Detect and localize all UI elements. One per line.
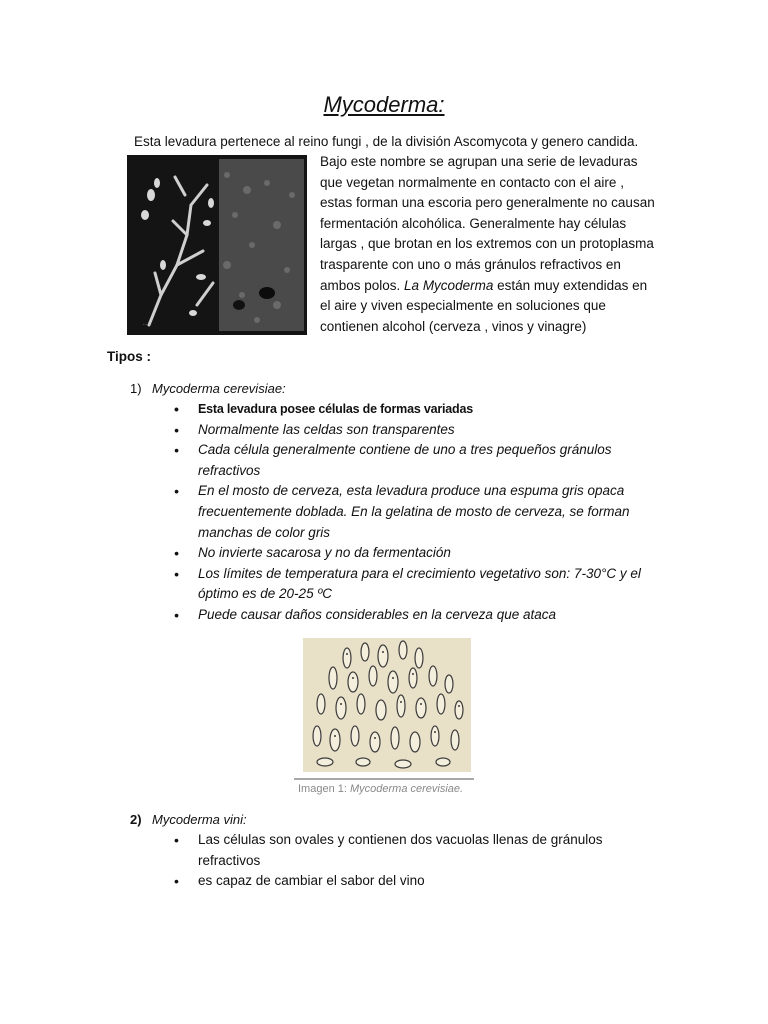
section-heading-1	[130, 381, 286, 396]
micrograph-image	[127, 155, 307, 335]
description-line: largas , que brotan en los extremos con un protoplasma	[320, 236, 654, 252]
caption-divider	[294, 778, 474, 780]
page-title: Mycoderma:	[323, 92, 445, 117]
list-item	[174, 481, 660, 543]
description-text: están muy extendidas en	[493, 277, 648, 293]
bullet-icon: •	[174, 401, 179, 417]
svg-text:...: ...	[143, 321, 148, 327]
bullet-icon: •	[174, 421, 179, 438]
list-item-text: En el mosto de cerveza, esta levadura produce una espuma gris opaca frecuentemente doblada. En la gelatina de mosto de cerveza, se forman manchas de color gris	[198, 483, 630, 540]
list-item	[174, 543, 654, 564]
yeast-drawing-image	[303, 638, 471, 772]
bullet-icon: •	[174, 832, 179, 848]
description-line: estas forman una escoria pero generalmente no causan	[320, 195, 655, 211]
description-line: trasparente con uno o más gránulos refractivos en	[320, 256, 621, 272]
bullet-list-1	[174, 399, 654, 626]
species-name: La Mycoderma	[404, 277, 494, 293]
intro-text: Esta levadura pertenece al reino fungi , de la división Ascomycota y genero candida.	[134, 134, 639, 149]
section-heading-2	[130, 812, 247, 827]
list-item	[174, 399, 654, 420]
bullet-icon: •	[174, 873, 179, 890]
list-item-text: Puede causar daños considerables en la cerveza que ataca	[198, 606, 556, 622]
section-number: 2)	[130, 812, 142, 827]
description-paragraph	[320, 152, 665, 337]
figure-caption	[298, 783, 463, 795]
list-item-text: Las células son ovales y contienen dos vacuolas llenas de gránulos refractivos	[198, 832, 603, 868]
section-name: Mycoderma vini:	[152, 812, 247, 827]
bullet-list-2	[174, 830, 614, 892]
list-item-text: Esta levadura posee células de formas variadas	[198, 402, 473, 416]
description-text: ambos polos.	[320, 277, 405, 293]
micrograph-drawing	[127, 155, 307, 335]
bullet-icon: •	[174, 483, 179, 500]
description-line: que vegetan normalmente en contacto con el aire ,	[320, 174, 624, 190]
types-heading: Tipos :	[107, 349, 152, 364]
list-item-text: Los límites de temperatura para el crecimiento vegetativo son: 7-30°C y el óptimo es de 20-25 ºC	[198, 565, 641, 602]
bullet-icon: •	[174, 545, 179, 562]
bullet-icon: •	[174, 565, 179, 582]
list-item	[174, 871, 614, 892]
description-line: Bajo este nombre se agrupan una serie de levaduras	[320, 154, 638, 169]
bullet-icon: •	[174, 442, 179, 459]
bullet-icon: •	[174, 606, 179, 623]
list-item-text: Cada célula generalmente contiene de uno a tres pequeños gránulos refractivos	[198, 442, 612, 478]
description-line: contienen alcohol (cerveza , vinos y vinagre)	[320, 318, 587, 334]
list-item-text: es capaz de cambiar el sabor del vino	[198, 873, 425, 889]
caption-species: Mycoderma cerevisiae.	[349, 783, 464, 795]
section-number: 1)	[130, 381, 142, 396]
list-item	[174, 564, 674, 605]
list-item	[174, 440, 628, 481]
description-line: el aire y viven especialmente en soluciones que	[320, 298, 606, 314]
section-name: Mycoderma cerevisiae:	[152, 381, 286, 396]
yeast-cells-drawing	[303, 638, 471, 772]
list-item-text: No invierte sacarosa y no da fermentación	[198, 545, 451, 561]
description-line	[320, 276, 665, 297]
description-line: fermentación alcohólica. Generalmente hay células	[320, 215, 627, 231]
caption-prefix: Imagen 1:	[298, 783, 350, 795]
list-item-text: Normalmente las celdas son transparentes	[198, 421, 455, 437]
list-item	[174, 830, 614, 871]
list-item	[174, 420, 654, 441]
list-item	[174, 605, 654, 626]
